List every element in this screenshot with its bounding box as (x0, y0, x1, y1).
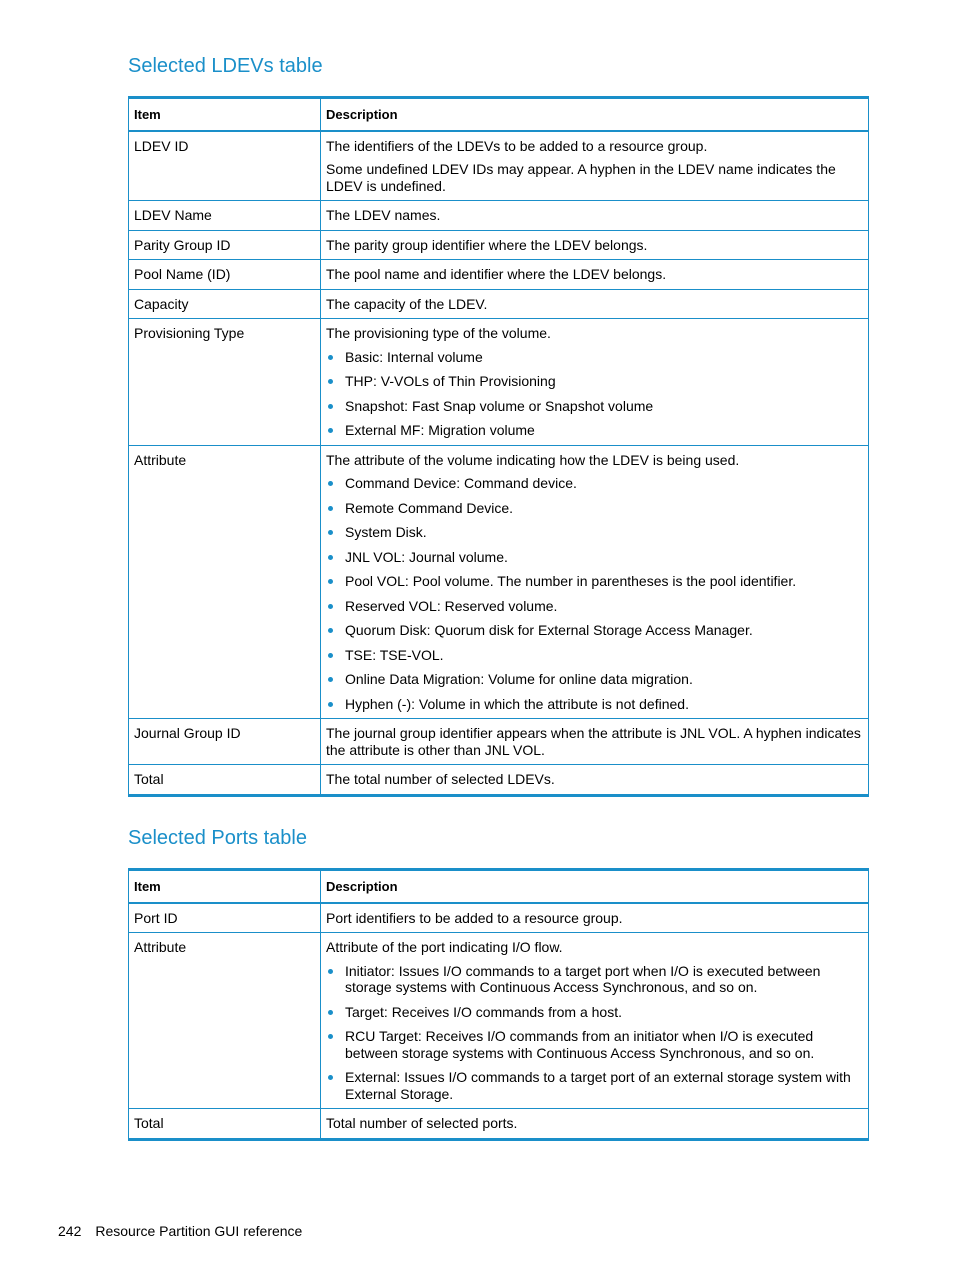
bullet-list (326, 475, 863, 712)
bullet-icon (328, 653, 333, 658)
bullet-icon (328, 579, 333, 584)
list-item (326, 573, 863, 590)
bullet-icon (328, 404, 333, 409)
description-cell (321, 201, 869, 231)
list-item (326, 671, 863, 688)
bullet-icon (328, 506, 333, 511)
table-row (129, 230, 869, 260)
description-cell (321, 260, 869, 290)
description-text: Total number of selected ports. (326, 1115, 518, 1131)
description-cell (321, 319, 869, 446)
list-item-text: System Disk. (345, 524, 427, 540)
list-item-text: THP: V-VOLs of Thin Provisioning (345, 373, 556, 389)
table-row (129, 903, 869, 933)
list-item-text: Snapshot: Fast Snap volume or Snapshot volume (345, 397, 654, 414)
table-row (129, 933, 869, 1109)
list-item (326, 475, 863, 492)
bullet-icon (328, 1075, 333, 1080)
table-row (129, 289, 869, 319)
bullet-icon (328, 355, 333, 360)
table-row (129, 319, 869, 446)
bullet-icon (328, 702, 333, 707)
item-cell: Provisioning Type (129, 319, 321, 446)
item-cell: Capacity (129, 289, 321, 319)
bullet-icon (328, 604, 333, 609)
ports-table-header-row (129, 870, 869, 903)
description-text: The identifiers of the LDEVs to be added to a resource group. (326, 137, 708, 154)
list-item-text: Pool VOL: Pool volume. The number in parentheses is the pool identifier. (345, 573, 797, 589)
list-item (326, 598, 863, 615)
list-item-text: Online Data Migration: Volume for online data migration. (345, 671, 693, 687)
footer-title: Resource Partition GUI reference (95, 1223, 303, 1239)
description-cell (321, 903, 869, 933)
bullet-icon (328, 555, 333, 560)
bullet-icon (328, 677, 333, 682)
ports-table (128, 868, 869, 1141)
list-item (326, 696, 863, 713)
list-item-text: Quorum Disk: Quorum disk for External Storage Access Manager. (345, 622, 753, 638)
bullet-icon (328, 1010, 333, 1015)
table-row (129, 719, 869, 765)
description-text: The pool name and identifier where the LDEV belongs. (326, 266, 667, 282)
list-item (326, 647, 863, 664)
item-cell: Attribute (129, 933, 321, 1109)
list-item-text: Remote Command Device. (345, 499, 514, 516)
list-item-text: JNL VOL: Journal volume. (345, 548, 508, 565)
table-row (129, 201, 869, 231)
list-item (326, 349, 863, 366)
item-cell: Parity Group ID (129, 230, 321, 260)
bullet-icon (328, 481, 333, 486)
item-cell: Attribute (129, 445, 321, 719)
bullet-icon (328, 969, 333, 974)
list-item (326, 549, 863, 566)
bullet-icon (328, 1034, 333, 1039)
description-text: The total number of selected LDEVs. (326, 771, 555, 787)
item-cell: LDEV ID (129, 131, 321, 201)
ldevs-table (128, 96, 869, 797)
bullet-icon (328, 530, 333, 535)
description-cell (321, 1109, 869, 1140)
ldevs-section-heading: Selected LDEVs table (128, 55, 323, 77)
list-item (326, 1028, 863, 1061)
description-text: The attribute of the volume indicating how the LDEV is being used. (326, 451, 740, 468)
list-item (326, 422, 863, 439)
bullet-icon (328, 379, 333, 384)
description-text: The capacity of the LDEV. (326, 295, 488, 312)
description-text: The LDEV names. (326, 207, 441, 223)
page-footer (58, 1223, 302, 1239)
list-item (326, 622, 863, 639)
page-number: 242 (58, 1223, 82, 1239)
list-item (326, 500, 863, 517)
table-row (129, 1109, 869, 1140)
list-item-text: Command Device: Command device. (345, 475, 577, 491)
description-text: The provisioning type of the volume. (326, 325, 551, 341)
table-row (129, 131, 869, 201)
item-cell: Pool Name (ID) (129, 260, 321, 290)
table-row (129, 765, 869, 796)
description-cell (321, 445, 869, 719)
list-item (326, 1069, 863, 1102)
item-cell: Total (129, 1109, 321, 1140)
item-cell: Journal Group ID (129, 719, 321, 765)
ldevs-col-item-header: Item (129, 98, 321, 131)
list-item-text: Target: Receives I/O commands from a host. (345, 1003, 622, 1020)
description-text: Some undefined LDEV IDs may appear. A hyphen in the LDEV name indicates the LDEV is undefined. (326, 161, 836, 194)
ports-col-description-header: Description (321, 870, 869, 903)
description-text: The journal group identifier appears when the attribute is JNL VOL. A hyphen indicates the attribute is other than JNL VOL. (326, 725, 861, 758)
table-row (129, 445, 869, 719)
list-item (326, 1004, 863, 1021)
list-item-text: RCU Target: Receives I/O commands from an initiator when I/O is executed between storage systems with Continuous Access Synchronous, and so on. (345, 1028, 815, 1061)
description-cell (321, 933, 869, 1109)
item-cell: Total (129, 765, 321, 796)
ports-col-item-header: Item (129, 870, 321, 903)
description-text: The parity group identifier where the LDEV belongs. (326, 236, 648, 253)
description-cell (321, 765, 869, 796)
list-item (326, 398, 863, 415)
list-item (326, 373, 863, 390)
bullet-icon (328, 628, 333, 633)
description-cell (321, 289, 869, 319)
list-item-text: External: Issues I/O commands to a target port of an external storage system with External Storage. (345, 1069, 851, 1102)
bullet-icon (328, 428, 333, 433)
list-item-text: Initiator: Issues I/O commands to a target port when I/O is executed between storage systems with Continuous Access Synchronous, and so on. (345, 962, 821, 995)
list-item-text: Basic: Internal volume (345, 348, 483, 365)
item-cell: Port ID (129, 903, 321, 933)
list-item (326, 963, 863, 996)
list-item-text: Hyphen (-): Volume in which the attribute is not defined. (345, 695, 689, 712)
list-item (326, 524, 863, 541)
description-cell (321, 230, 869, 260)
list-item-text: External MF: Migration volume (345, 422, 535, 438)
description-cell (321, 719, 869, 765)
item-cell: LDEV Name (129, 201, 321, 231)
list-item-text: Reserved VOL: Reserved volume. (345, 597, 558, 614)
ports-section-heading: Selected Ports table (128, 827, 307, 849)
bullet-list (326, 963, 863, 1103)
description-text: Port identifiers to be added to a resource group. (326, 909, 623, 926)
table-row (129, 260, 869, 290)
bullet-list (326, 349, 863, 439)
description-text: Attribute of the port indicating I/O flow. (326, 939, 563, 955)
description-cell (321, 131, 869, 201)
ldevs-table-header-row (129, 98, 869, 131)
ldevs-col-description-header: Description (321, 98, 869, 131)
list-item-text: TSE: TSE-VOL. (345, 646, 444, 663)
